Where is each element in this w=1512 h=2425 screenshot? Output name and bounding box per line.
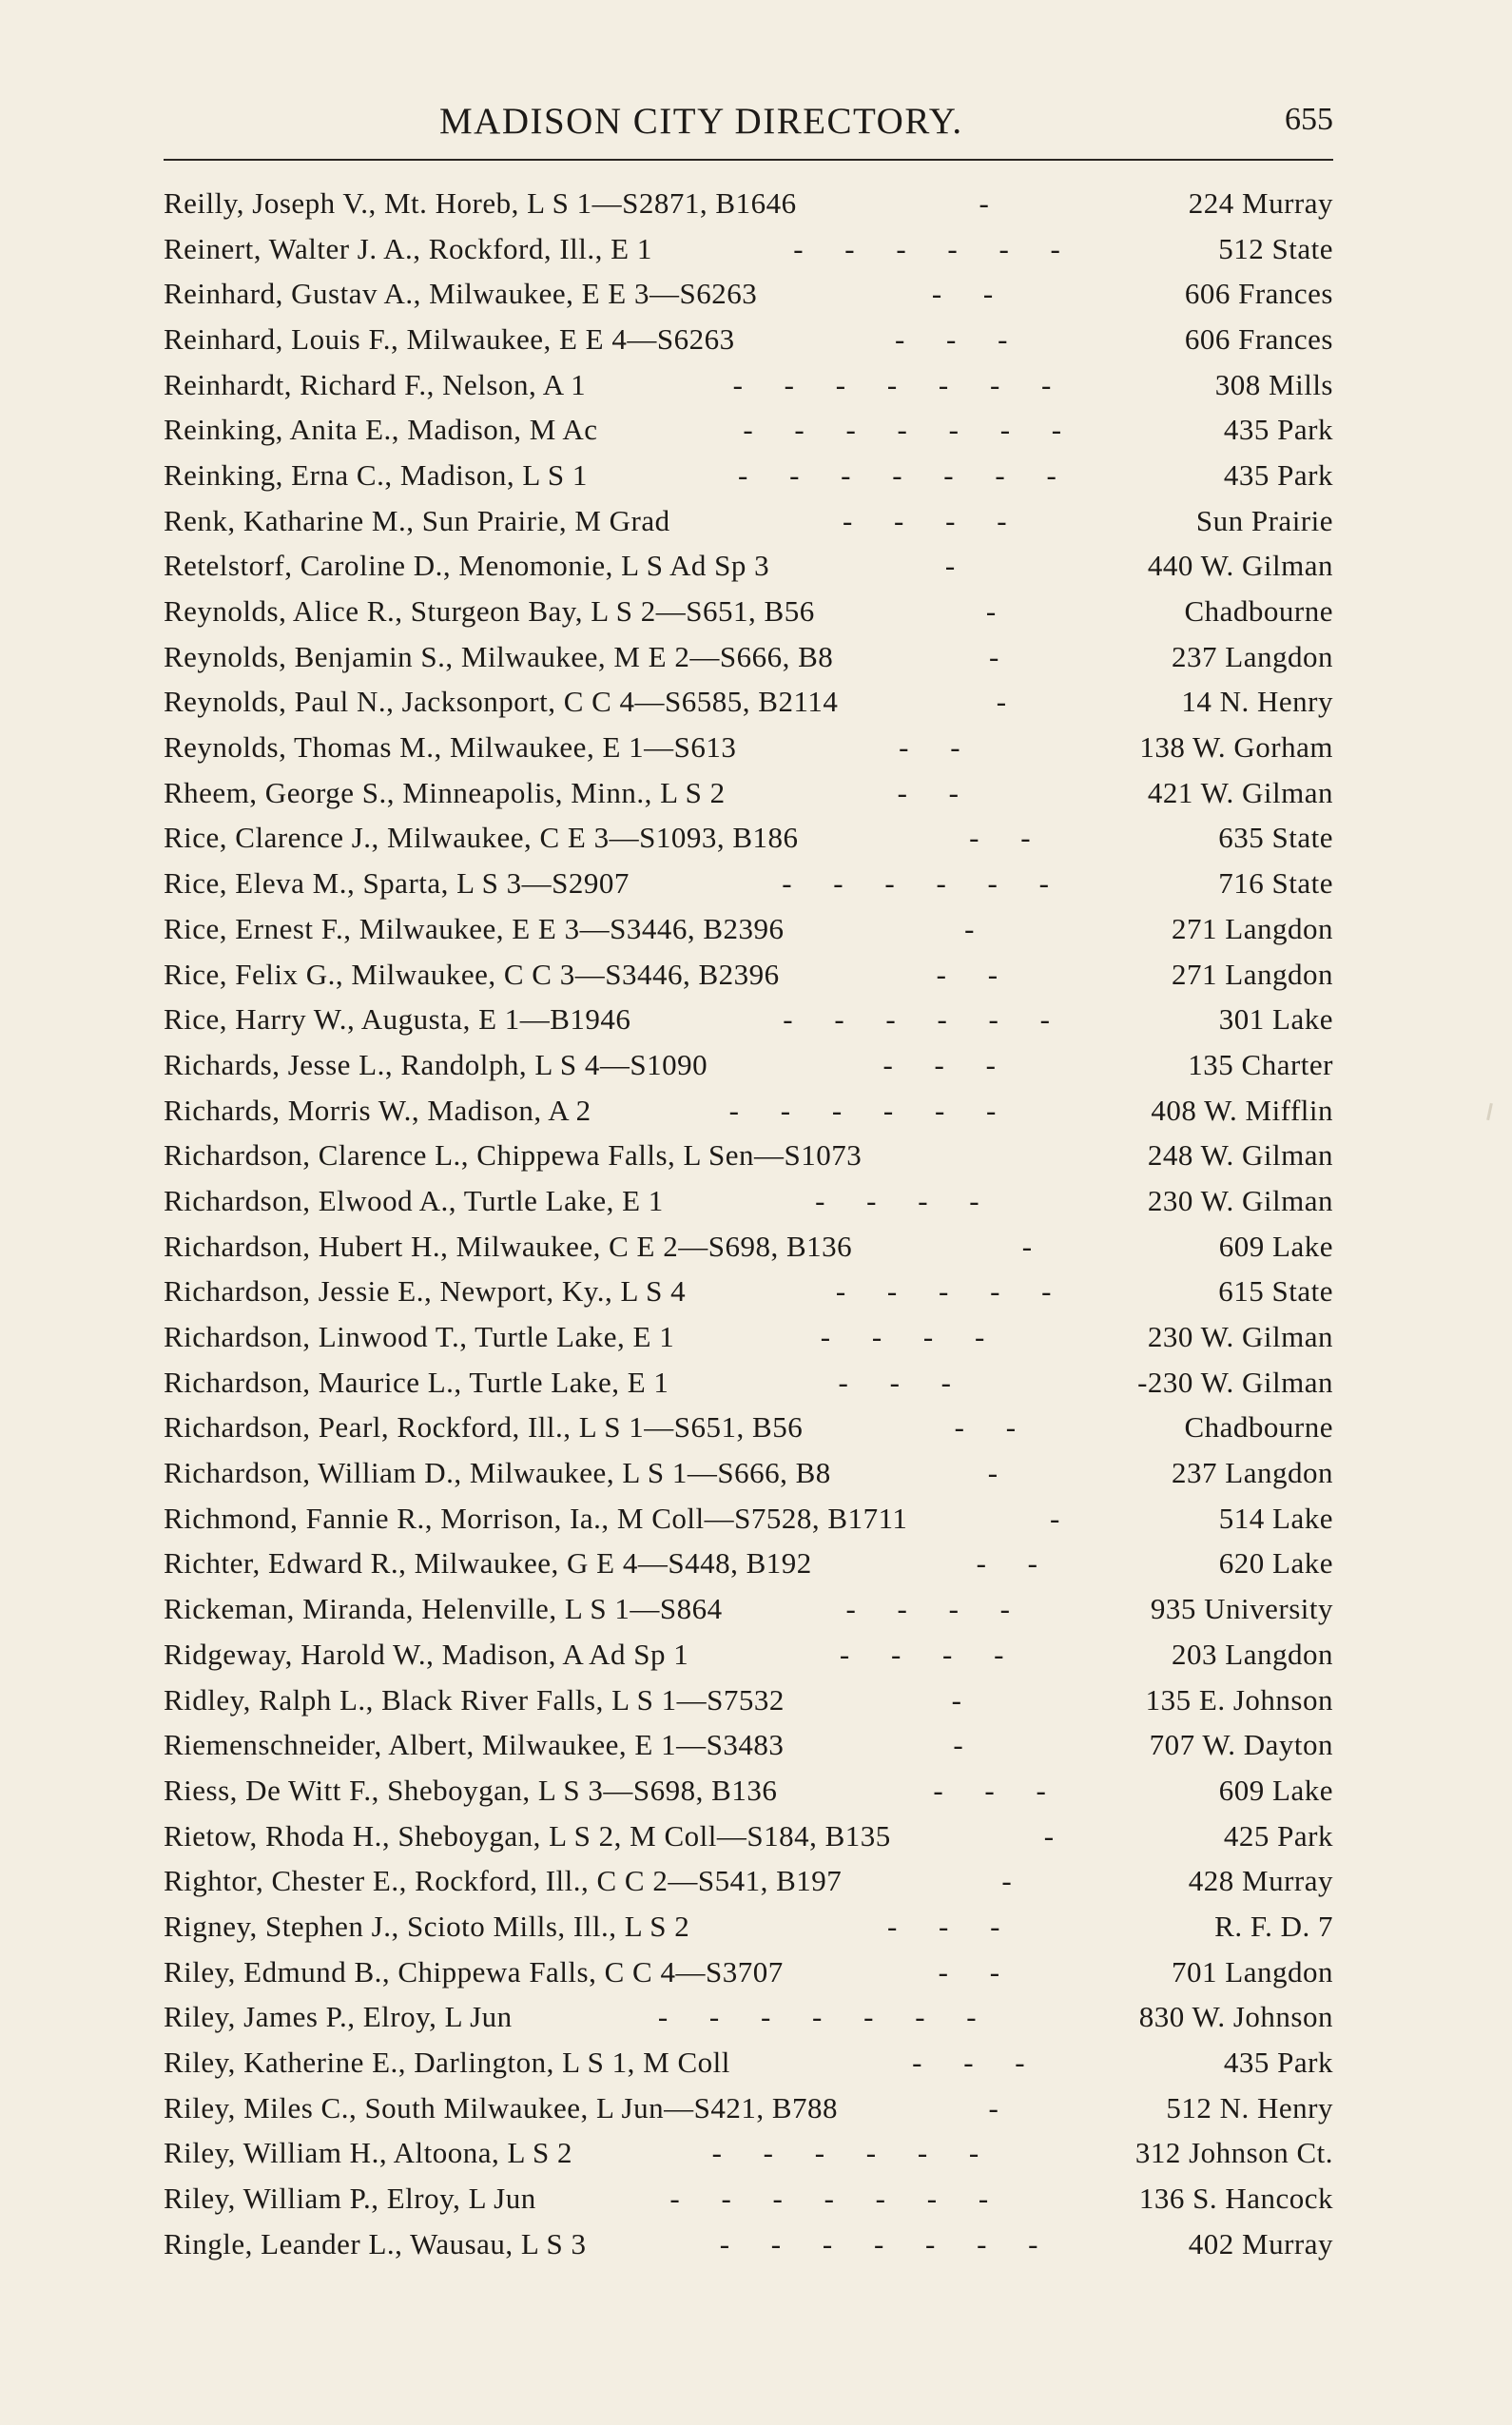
entry-name: Richardson, Linwood T., Turtle Lake, E 1 (164, 1320, 675, 1354)
directory-entry (164, 2131, 1333, 2177)
directory-entry (164, 226, 1333, 272)
entry-address: 312 Johnson Ct. (1134, 2136, 1333, 2170)
directory-entry (164, 906, 1333, 952)
entry-address: 635 State (1218, 821, 1333, 855)
entry-name: Rickeman, Miranda, Helenville, L S 1—S864 (164, 1592, 723, 1626)
entry-leader: - - - - - - - (657, 2000, 994, 2034)
entry-leader: - (979, 185, 1006, 220)
entry-name: Rheem, George S., Minneapolis, Minn., L S 2 (164, 775, 726, 809)
entry-address: 440 W. Gilman (1147, 549, 1333, 583)
entry-leader: - (951, 1682, 979, 1717)
directory-entry (164, 1586, 1333, 1632)
entry-leader: - - (897, 775, 976, 809)
entry-name: Rice, Clarence J., Milwaukee, C E 3—S1093, B186 (164, 821, 799, 855)
entry-address: 230 W. Gilman (1147, 1320, 1333, 1354)
entry-address: 425 Park (1223, 1818, 1333, 1853)
entry-address: 716 State (1218, 866, 1333, 901)
entry-name: Richardson, Jessie E., Newport, Ky., L S 4 (164, 1274, 687, 1309)
directory-entries (164, 181, 1333, 2267)
directory-entry (164, 181, 1333, 226)
entry-name: Reinhardt, Richard F., Nelson, A 1 (164, 367, 587, 401)
directory-entry (164, 1768, 1333, 1814)
directory-entry (164, 2176, 1333, 2221)
entry-address: 935 University (1150, 1592, 1333, 1626)
entry-address: 435 Park (1223, 413, 1333, 447)
entry-leader: - - (954, 1410, 1034, 1445)
directory-entry (164, 1042, 1333, 1088)
directory-entry (164, 634, 1333, 680)
entry-name: Reinking, Erna C., Madison, L S 1 (164, 457, 588, 492)
entry-leader: - - - (838, 1365, 968, 1399)
entry-name: Reinking, Anita E., Madison, M Ac (164, 413, 598, 447)
entry-leader: - - (931, 277, 1011, 311)
entry-address: 308 Mills (1214, 367, 1333, 401)
entry-name: Reilly, Joseph V., Mt. Horeb, L S 1—S2871, B1646 (164, 185, 797, 220)
directory-entry (164, 1904, 1333, 1950)
entry-name: Riley, Katherine E., Darlington, L S 1, M Coll (164, 2046, 730, 2080)
entry-address: Chadbourne (1184, 1410, 1333, 1445)
entry-address: 135 Charter (1188, 1047, 1333, 1081)
directory-entry (164, 1678, 1333, 1723)
entry-address: 615 State (1218, 1274, 1333, 1309)
entry-address: 606 Frances (1184, 277, 1333, 311)
entry-address: 609 Lake (1218, 1229, 1333, 1263)
entry-name: Richardson, William D., Milwaukee, L S 1—S666, B8 (164, 1456, 831, 1490)
entry-address: 408 W. Mifflin (1151, 1093, 1333, 1127)
entry-name: Riemenschneider, Albert, Milwaukee, E 1—S3483 (164, 1728, 785, 1762)
entry-leader: - - - - (842, 503, 1024, 537)
entry-address: 301 Lake (1218, 1002, 1333, 1037)
directory-entry (164, 1814, 1333, 1859)
entry-address: 224 Murray (1188, 185, 1333, 220)
entry-leader: - (988, 639, 1017, 673)
entry-leader: - - - - - - (782, 866, 1066, 901)
directory-entry (164, 407, 1333, 453)
entry-address: 271 Langdon (1172, 911, 1333, 945)
entry-name: Richardson, Maurice L., Turtle Lake, E 1 (164, 1365, 669, 1399)
entry-address: 237 Langdon (1172, 1456, 1333, 1490)
entry-name: Ringle, Leander L., Wausau, L S 3 (164, 2226, 587, 2260)
directory-entry (164, 861, 1333, 906)
entry-address: 512 State (1218, 231, 1333, 265)
entry-leader: - - - - - - (728, 1093, 1014, 1127)
directory-entry (164, 2221, 1333, 2267)
entry-leader: - - - - (845, 1592, 1027, 1626)
entry-leader: - (988, 2090, 1016, 2124)
entry-leader: - (1049, 1501, 1077, 1535)
entry-leader: - (1043, 1818, 1072, 1853)
entry-address: 707 W. Dayton (1149, 1728, 1333, 1762)
entry-leader: - (985, 594, 1014, 629)
entry-leader: - - - - - - (711, 2136, 997, 2170)
entry-name: Richardson, Pearl, Rockford, Ill., L S 1—S651, B56 (164, 1410, 804, 1445)
entry-address: 435 Park (1223, 2046, 1333, 2080)
page-number: 655 (1285, 102, 1333, 137)
directory-entry (164, 589, 1333, 634)
entry-name: Riley, James P., Elroy, L Jun (164, 2000, 513, 2034)
directory-entry (164, 2040, 1333, 2086)
directory-entry (164, 997, 1333, 1042)
entry-leader: - - (938, 1954, 1018, 1988)
entry-address: 830 W. Johnson (1138, 2000, 1333, 2034)
entry-leader: - - - (894, 321, 1025, 356)
page-title: MADISON CITY DIRECTORY. (439, 101, 963, 142)
page-header (164, 100, 1333, 157)
entry-name: Rice, Ernest F., Milwaukee, E E 3—S3446, B2396 (164, 911, 785, 945)
entry-address: Chadbourne (1184, 594, 1333, 629)
entry-name: Richardson, Hubert H., Milwaukee, C E 2—S698, B136 (164, 1229, 853, 1263)
directory-entry (164, 1088, 1333, 1134)
entry-address: 512 N. Henry (1166, 2090, 1333, 2124)
directory-entry (164, 362, 1333, 408)
entry-leader: - (987, 1456, 1016, 1490)
directory-entry (164, 1995, 1333, 2041)
entry-name: Rice, Felix G., Milwaukee, C C 3—S3446, B2396 (164, 957, 780, 991)
entry-leader: - - - - - - - (743, 413, 1079, 447)
entry-name: Reynolds, Alice R., Sturgeon Bay, L S 2—S651, B56 (164, 594, 815, 629)
directory-entry (164, 2086, 1333, 2131)
entry-name: Ridgeway, Harold W., Madison, A Ad Sp 1 (164, 1637, 689, 1671)
directory-entry (164, 1360, 1333, 1406)
entry-leader: - - - - - - - (738, 457, 1074, 492)
entry-leader: - (944, 549, 973, 583)
entry-leader: - - - (933, 1773, 1063, 1807)
directory-entry (164, 498, 1333, 544)
entry-name: Rightor, Chester E., Rockford, Ill., C C 2—S541, B197 (164, 1864, 843, 1898)
directory-entry (164, 1314, 1333, 1360)
entry-leader: - - - - (820, 1320, 1002, 1354)
entry-address: 14 N. Henry (1181, 685, 1333, 719)
entry-address: R. F. D. 7 (1214, 1909, 1333, 1943)
entry-name: Riley, William P., Elroy, L Jun (164, 2182, 536, 2216)
entry-leader: - (1021, 1229, 1050, 1263)
entry-address: 620 Lake (1218, 1546, 1333, 1581)
directory-entry (164, 725, 1333, 770)
entry-name: Richardson, Clarence L., Chippewa Falls, L Sen—S1073 (164, 1138, 863, 1173)
entry-name: Reynolds, Paul N., Jacksonport, C C 4—S6585, B2114 (164, 685, 839, 719)
directory-entry (164, 544, 1333, 590)
entry-leader: - - - - (839, 1637, 1021, 1671)
entry-leader: - (964, 911, 992, 945)
directory-entry (164, 1542, 1333, 1587)
entry-name: Riess, De Witt F., Sheboygan, L S 3—S698, B136 (164, 1773, 778, 1807)
directory-entry (164, 1450, 1333, 1496)
entry-leader: - - - - - - (793, 231, 1077, 265)
directory-entry (164, 1224, 1333, 1270)
directory-entry (164, 453, 1333, 498)
entry-name: Ridley, Ralph L., Black River Falls, L S 1—S7532 (164, 1682, 785, 1717)
entry-leader: - - (976, 1546, 1055, 1581)
entry-name: Richter, Edward R., Milwaukee, G E 4—S448, B192 (164, 1546, 812, 1581)
entry-name: Riley, Edmund B., Chippewa Falls, C C 4—S3707 (164, 1954, 784, 1988)
directory-entry (164, 317, 1333, 362)
entry-name: Riley, Miles C., South Milwaukee, L Jun—S421, B788 (164, 2090, 839, 2124)
paper-mark (1486, 1103, 1493, 1120)
entry-leader: - - - - - (835, 1274, 1069, 1309)
entry-leader: - - - - - - - (719, 2226, 1056, 2260)
directory-entry (164, 1858, 1333, 1904)
entry-address: 230 W. Gilman (1147, 1183, 1333, 1217)
directory-entry (164, 680, 1333, 726)
entry-name: Rigney, Stephen J., Scioto Mills, Ill., L S 2 (164, 1909, 690, 1943)
entry-address: 514 Lake (1218, 1501, 1333, 1535)
directory-entry (164, 952, 1333, 998)
entry-leader: - - - - - - - (669, 2182, 1006, 2216)
entry-name: Richards, Morris W., Madison, A 2 (164, 1093, 591, 1127)
entry-leader: - - - (912, 2046, 1042, 2080)
entry-name: Richmond, Fannie R., Morrison, Ia., M Coll—S7528, B1711 (164, 1501, 908, 1535)
entry-address: 237 Langdon (1172, 639, 1333, 673)
entry-address: 606 Frances (1184, 321, 1333, 356)
directory-entry (164, 1406, 1333, 1451)
entry-name: Reynolds, Benjamin S., Milwaukee, M E 2—S666, B8 (164, 639, 834, 673)
entry-address: 138 W. Gorham (1139, 730, 1333, 765)
header-rule (164, 159, 1333, 161)
entry-address: 136 S. Hancock (1138, 2182, 1333, 2216)
entry-address: -230 W. Gilman (1137, 1365, 1333, 1399)
directory-entry (164, 1270, 1333, 1315)
entry-name: Retelstorf, Caroline D., Menomonie, L S Ad Sp 3 (164, 549, 770, 583)
entry-name: Reinert, Walter J. A., Rockford, Ill., E 1 (164, 231, 652, 265)
entry-leader: - - (969, 821, 1048, 855)
directory-entry (164, 1722, 1333, 1768)
directory-entry (164, 770, 1333, 816)
entry-leader: - - (936, 957, 1016, 991)
entry-address: 271 Langdon (1172, 957, 1333, 991)
directory-entry (164, 1133, 1333, 1178)
entry-name: Rice, Eleva M., Sparta, L S 3—S2907 (164, 866, 630, 901)
entry-leader: - - - - (815, 1183, 997, 1217)
entry-name: Rietow, Rhoda H., Sheboygan, L S 2, M Coll—S184, B135 (164, 1818, 891, 1853)
directory-entry (164, 816, 1333, 862)
entry-leader: - - - (882, 1047, 1013, 1081)
entry-leader: - - - - - - - (732, 367, 1069, 401)
entry-address: 248 W. Gilman (1147, 1138, 1333, 1173)
entry-address: 135 E. Johnson (1145, 1682, 1333, 1717)
directory-entry (164, 271, 1333, 317)
entry-leader: - - - (886, 1909, 1018, 1943)
entry-address: 203 Langdon (1172, 1637, 1333, 1671)
entry-name: Reinhard, Gustav A., Milwaukee, E E 3—S6263 (164, 277, 758, 311)
directory-entry (164, 1496, 1333, 1542)
entry-name: Rice, Harry W., Augusta, E 1—B1946 (164, 1002, 631, 1037)
entry-leader: - (1001, 1864, 1029, 1898)
entry-address: 701 Langdon (1172, 1954, 1333, 1988)
entry-leader: - - - - - - (783, 1002, 1067, 1037)
entry-name: Richardson, Elwood A., Turtle Lake, E 1 (164, 1183, 664, 1217)
entry-name: Reynolds, Thomas M., Milwaukee, E 1—S613 (164, 730, 737, 765)
entry-name: Riley, William H., Altoona, L S 2 (164, 2136, 573, 2170)
entry-name: Reinhard, Louis F., Milwaukee, E E 4—S6263 (164, 321, 735, 356)
entry-leader: - (996, 685, 1024, 719)
entry-address: 402 Murray (1188, 2226, 1333, 2260)
entry-address: Sun Prairie (1195, 503, 1333, 537)
entry-leader: - - (899, 730, 978, 765)
entry-leader: - (953, 1728, 980, 1762)
entry-name: Richards, Jesse L., Randolph, L S 4—S1090 (164, 1047, 708, 1081)
entry-address: 435 Park (1223, 457, 1333, 492)
entry-address: 428 Murray (1188, 1864, 1333, 1898)
directory-entry (164, 1632, 1333, 1678)
directory-entry (164, 1178, 1333, 1224)
entry-address: 609 Lake (1218, 1773, 1333, 1807)
entry-name: Renk, Katharine M., Sun Prairie, M Grad (164, 503, 670, 537)
entry-address: 421 W. Gilman (1147, 775, 1333, 809)
directory-entry (164, 1950, 1333, 1995)
